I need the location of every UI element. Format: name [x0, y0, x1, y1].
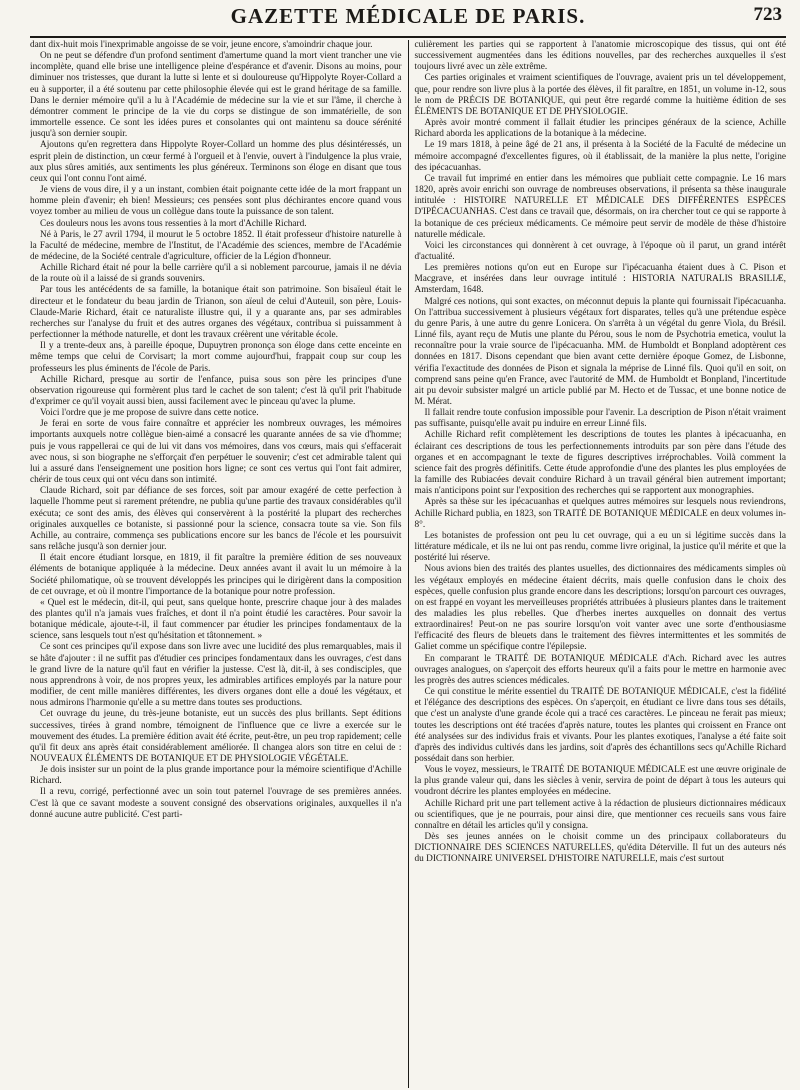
paragraph: Il y a trente-deux ans, à pareille époque, Dupuytren prononça son éloge dans cette enceinte en même temps que celui de Corvisart; la mort comme aujourd'hui, frappait coup sur coup les professeurs les plus éminents de l'école de Paris.: [30, 341, 402, 374]
paragraph: Il fallait rendre toute confusion impossible pour l'avenir. La description de Pison n'était vraiment pas suffisante, puisqu'elle avait pu induire en erreur Linné fils.: [414, 408, 786, 430]
paragraph: Je viens de vous dire, il y a un instant, combien était poignante cette idée de la mort frappant un homme plein d'avenir; eh bien! Messieurs; ces pensées sont plus déchirantes encore quand vous voyez tomber au milieu de vous un collègue dans toute la puissance de son talent.: [30, 185, 402, 218]
paragraph: Je dois insister sur un point de la plus grande importance pour la mémoire scientifique d'Achille Richard.: [30, 765, 402, 787]
paragraph: Il était encore étudiant lorsque, en 1819, il fit paraître la première édition de ses nouveaux éléments de botanique appliquée à la médecine. Deux années avant il avait lu un mémoire à la Société philomatique, où se trouvent développés les principes qui le dirigèrent dans la composition de cet ouvrage, et où il montre l'importance de la botanique pour notre profession.: [30, 553, 402, 597]
paragraph: En comparant le TRAITÉ DE BOTANIQUE MÉDICALE d'Ach. Richard avec les autres ouvrages analogues, on s'aperçoit des efforts heureux qu'il a faits pour le mettre en harmonie avec les progrès des autres sciences médicales.: [414, 653, 786, 686]
page-number: 723: [753, 4, 782, 25]
paragraph: Après sa thèse sur les ipécacuanhas et quelques autres mémoires sur lesquels nous reviendrons, Achille Richard publia, en 1823, son TRAITÉ DE BOTANIQUE MÉDICALE en deux volumes in-8°.: [414, 497, 786, 530]
paragraph: Achille Richard prit une part tellement active à la rédaction de plusieurs dictionnaires médicaux ou scientifiques, que je ne pourrais, pour ainsi dire, que mentionner ces recueils sans vous faire connaître en détail les articles qu'il y consigna.: [414, 798, 786, 831]
paragraph: Né à Paris, le 27 avril 1794, il mourut le 5 octobre 1852. Il était professeur d'histoire naturelle à la Faculté de médecine, membre de l'Institut, de l'Académie des sciences, membre de l'Académie de médecine, de la Société centrale d'agriculture, officier de la Légion d'honneur.: [30, 229, 402, 262]
paragraph: dant dix-huit mois l'inexprimable angoisse de se voir, jeune encore, s'amoindrir chaque jour.: [30, 40, 373, 50]
paragraph: Dès ses jeunes années on le choisit comme un des principaux collaborateurs du DICTIONNAIRE DES SCIENCES NATURELLES, qu'édita Déterville. Il fut un des auteurs nés du DICTIONNAIRE UNIVERSEL D'HISTOIRE NATURELLE, mais c'est surtout: [414, 832, 786, 865]
paragraph: « Quel est le médecin, dit-il, qui peut, sans quelque honte, prescrire chaque jour à des malades des plantes qu'il n'a jamais vues fraîches, et dont il n'a point étudié les caractères. Pour savoir la botanique médicale, ajoute-t-il, il faut commencer par étudier les principes fondamentaux de la science, sans lesquels tout n'est qu'hésitation et tâtonnement. »: [30, 597, 402, 642]
paragraph: Il a revu, corrigé, perfectionné avec un soin tout paternel l'ouvrage de ses premières années. C'est là que ce savant modeste a souvent consigné des observations originales, auxquelles il n'a donné aucune autre publicité. C'est parti-: [30, 787, 402, 820]
paragraph: Ajoutons qu'en regrettera dans Hippolyte Royer-Collard un homme des plus désintéressés, un esprit plein de distinction, un cœur fermé à l'orgueil et à l'envie, ouvert à l'indulgence la plus vraie, aux plus sûres amitiés, aux sentiments les plus généreux. Terminons son éloge en disant que tous ceux qui l'ont connu l'ont aimé.: [30, 140, 402, 184]
paragraph: Ce qui constitue le mérite essentiel du TRAITÉ DE BOTANIQUE MÉDICALE, c'est la fidélité et l'élégance des descriptions des espèces. On s'aperçoit, en étudiant ce livre dans tous ses détails, que c'est un analyste d'une grande école qui a tracé ces caractères. Le pinceau ne ferait pas mieux; toutes les descriptions ont été tracées d'après nature, toutes les plantes qui croissent en France ont été analysées sur des individus frais et vivants. Pour les plantes exotiques, l'analyse a été faite soit d'après des individus cultivés dans les jardins, soit d'après des échantillons secs qu'Achille Richard possédait dans son herbier.: [414, 687, 786, 764]
left-column: [30, 40, 402, 1088]
paragraph: Je ferai en sorte de vous faire connaître et apprécier les nombreux ouvrages, les mémoires importants auxquels notre collègue bien-aimé a consacré les quarante années de sa vie d'homme; puis je vous rappellerai ce qui de lui vit dans vos mémoires, dans vos cœurs, mais qui s'effacerait avec nous, si son biographe ne s'efforçait d'en perpétuer le souvenir; c'est cet admirable talent qui lui a assuré dans l'enseignement une position hors ligne; ce sont ces vertus qui l'ont fait admirer, chérir de tous ceux qui ont vécu dans son intimité.: [30, 419, 402, 486]
paragraph: Ce sont ces principes qu'il expose dans son livre avec une lucidité des plus remarquables, mais il se hâte d'ajouter : il ne suffit pas d'étudier ces principes fondamentaux dans les ouvrages, c'est dans le grand livre de la nature qu'il faut en vérifier la justesse. C'est là, dit-il, à ses condisciples, que nous apprendrons à voir, de nos propres yeux, les admirables artifices employés par la nature pour modifier, de cent mille manières différentes, les divers organes dont elle a doué les végétaux, et nous admirons l'harmonie qu'elle a su mettre dans toutes ses productions.: [30, 642, 402, 709]
paragraph: Les botanistes de profession ont peu lu cet ouvrage, qui a eu un si légitime succès dans la littérature médicale, et ils ne lui ont pas rendu, comme livre original, la justice qu'il mérite et que la postérité lui réserve.: [414, 530, 786, 564]
paragraph: On ne peut se défendre d'un profond sentiment d'amertume quand la mort vient trancher une vie incomplète, quand elle brise une intelligence pleine d'espérance et d'avenir. Disons au moins, pour diminuer nos tristesses, que durant la lutte si lente et si douloureuse qu'Hippolyte Royer-Collard a eu à supporter, il a été soutenu par cette philosophie élevée qui est le grand héritage de sa famille. Dans le dernier mémoire qu'il a lu à l'Académie de médecine sur la vie et sur l'âme, il cherche à démontrer comment le principe de la vie du corps se distingue de son immatérielle, de son immortelle essence. Ce sont les idées pures et consolantes qui ont maintenu sa douce sérénité jusqu'à son dernier soupir.: [30, 51, 402, 140]
paragraph: Les premières notions qu'on eut en Europe sur l'ipécacuanha étaient dues à C. Pison et Macgrave, et insérées dans leur ouvrage intitulé : HISTORIA NATURALIS BRASILIÆ, Amsterdam, 1648.: [414, 263, 786, 296]
paragraph: Ces douleurs nous les avons tous ressenties à la mort d'Achille Richard.: [40, 218, 307, 229]
paragraph: Par tous les antécédents de sa famille, la botanique était son patrimoine. Son bisaïeul était le directeur et le fondateur du beau jardin de Trianon, son aïeul de celui d'Auteuil, son père, Louis-Claude-Marie Richard, était ce naturaliste illustre qui, il y a quarante ans, par ses admirables recherches sur l'analyse du fruit et des autres organes des végétaux, contribua si puissamment à perfectionner la méthode naturelle, et dont les travaux créèrent une véritable école.: [30, 285, 402, 341]
paragraph: Achille Richard était né pour la belle carrière qu'il a si noblement parcourue, jamais il ne dévia de la route où il a laissé de si grands souvenirs.: [30, 263, 402, 285]
paragraph: Après avoir montré comment il fallait étudier les principes généraux de la science, Achille Richard aborda les applications de la botanique à la médecine.: [414, 118, 786, 140]
column-divider: [408, 40, 409, 1088]
paragraph: Ce travail fut imprimé en entier dans les mémoires que publiait cette compagnie. Le 16 mars 1820, après avoir enrichi son ouvrage de nombreuses observations, il présenta sa thèse inaugurale intitulée : HISTOIRE NATURELLE ET MÉDICALE DES DIFFÉRENTES ESPÈCES D'IPÉCACUANHAS. C'est dans ce travail que, désormais, on ira chercher tout ce qui se rapporte à la botanique de ces précieux médicaments. Ce mémoire peut servir de modèle de thèse d'histoire naturelle médicale.: [414, 173, 786, 240]
right-column: [414, 40, 786, 1088]
paragraph: Le 19 mars 1818, à peine âgé de 21 ans, il présenta à la Société de la Faculté de médecine un mémoire accompagné d'excellentes figures, où il établissait, de la manière la plus nette, l'origine des ipécacuanhas.: [414, 140, 786, 173]
paragraph: Cet ouvrage du jeune, du très-jeune botaniste, eut un succès des plus brillants. Sept éditions successives, tirées à grand nombre, témoignent de l'influence que ce livre a exercée sur le mouvement des études. La première édition avait été écrite, peut-être, un peu trop rapidement; celle qu'il fit deux ans après était considérablement améliorée. Il changea alors son titre en celui de : NOUVEAUX ÉLÉMENTS DE BOTANIQUE ET DE PHYSIOLOGIE VÉGÉTALE.: [30, 709, 402, 764]
paragraph: Nous avions bien des traités des plantes usuelles, des dictionnaires des médicaments simples où les végétaux employés en médecine étaient décrits, mais quelle confusion dans le choix des espèces, quelle confusion plus grande encore dans les descriptions; lorsqu'on parcourt ces ouvrages, on est frappé en voyant les merveilleuses propriétés attribuées à plusieurs plantes dans le traitement des maladies les plus rebelles. Que d'herbes inertes auxquelles on donnait des vertus extraordinaires! Peut-on ne pas sourire lorsqu'on voit vanter avec une sorte d'enthousiasme l'efficacité des fleurs de bleuets dans le traitement des fièvres intermittentes et les sommités de Galiet comme un spécifique contre l'épilepsie.: [414, 564, 786, 653]
paragraph: Malgré ces notions, qui sont exactes, on méconnut depuis la plante qui fournissait l'ipécacuanha. On l'attribua successivement à plusieurs végétaux fort disparates, telles qu'à une prétendue espèce du genre Paris, à une autre du genre Lonicera. On s'arrêta à un végétal du genre Viola, du Brésil. Linné fils, ayant reçu de Mutis une plante du Pérou, sous le nom de Psychotria emetica, voulut la reconnaître pour la vraie source de l'ipécacuanha. MM. de Humboldt et Bonpland adoptèrent ces données en 1817. Disons cependant que bien avant cette dernière époque Gomez, de Lisbonne, vérifia l'exactitude des données de Pison et signala la méprise de Linné fils. Quoi qu'il en soit, on comprend sans peine qu'en France, avec l'autorité de MM. de Humboldt et Bonpland, l'incertitude ait pu devoir subsister malgré un article publié par M. Hecto et de Tussac, et une bonne notice de M. Mérat.: [414, 296, 786, 407]
paragraph: Achille Richard refit complètement les descriptions de toutes les plantes à ipécacuanha, en éclairant ces descriptions de tous les perfectionnements introduits par son père dans l'étude des organes et en accompagnant le texte de figures descriptives irréprochables. Voilà comment la science fait des progrès définitifs. Cette étude approfondie d'une des plantes les plus employées de la famille des Rubiacées devait conduire Richard à un travail général bien autrement important; mais n'anticipons point sur l'exposition des recherches qui se rapportent aux monographies.: [414, 430, 786, 497]
journal-title: GAZETTE MÉDICALE DE PARIS.: [230, 4, 586, 28]
paragraph: Voici les circonstances qui donnèrent à cet ouvrage, à l'époque où il parut, un grand intérêt d'actualité.: [414, 240, 786, 262]
paragraph: Voici l'ordre que je me propose de suivre dans cette notice.: [40, 408, 259, 419]
paragraph: Vous le voyez, messieurs, le TRAITÉ DE BOTANIQUE MÉDICALE est une œuvre originale de la plus grande valeur qui, dans les siècles à venir, servira de point de départ à tous les auteurs qui voudront décrire les plantes employées en médecine.: [414, 765, 786, 798]
text-columns: [30, 40, 786, 1088]
paragraph: culièrement les parties qui se rapportent à l'anatomie microscopique des tissus, qui ont été successivement augmentées dans les éditions nouvelles, par des recherches auxquelles il s'est toujours livré avec un zèle extrême.: [414, 40, 786, 73]
paragraph: Claude Richard, soit par défiance de ses forces, soit par amour exagéré de cette perfection à laquelle l'homme peut si rarement prétendre, ne publia qu'une partie des travaux considérables qu'il exécuta; ce sont des amis, des élèves qui conservèrent à la postérité la plupart des recherches originales auxquelles ce botaniste, si passionné pour la science, consacra toute sa vie. Son fils Achille, au contraire, commença ses publications encore sur les bancs de l'école et les poursuivit sans relâche jusqu'à son dernier jour.: [30, 486, 402, 553]
paragraph: Ces parties originales et vraiment scientifiques de l'ouvrage, avaient pris un tel développement, que, pour rendre son livre plus à la portée des élèves, il fit paraître, en 1851, un volume in-12, sous le nom de PRÉCIS DE BOTANIQUE, qui peut être regardé comme la huitième édition de ses ÉLÉMENTS DE BOTANIQUE ET DE PHYSIOLOGIE.: [414, 73, 786, 117]
page-header: [30, 0, 786, 38]
paragraph: Achille Richard, presque au sortir de l'enfance, puisa sous son père les principes d'une observation rigoureuse qui formèrent plus tard le cachet de son talent; c'est là qu'il prit l'habitude d'exprimer ce qu'il voyait aussi bien, aussi facilement avec le pinceau qu'avec la plume.: [30, 374, 402, 407]
